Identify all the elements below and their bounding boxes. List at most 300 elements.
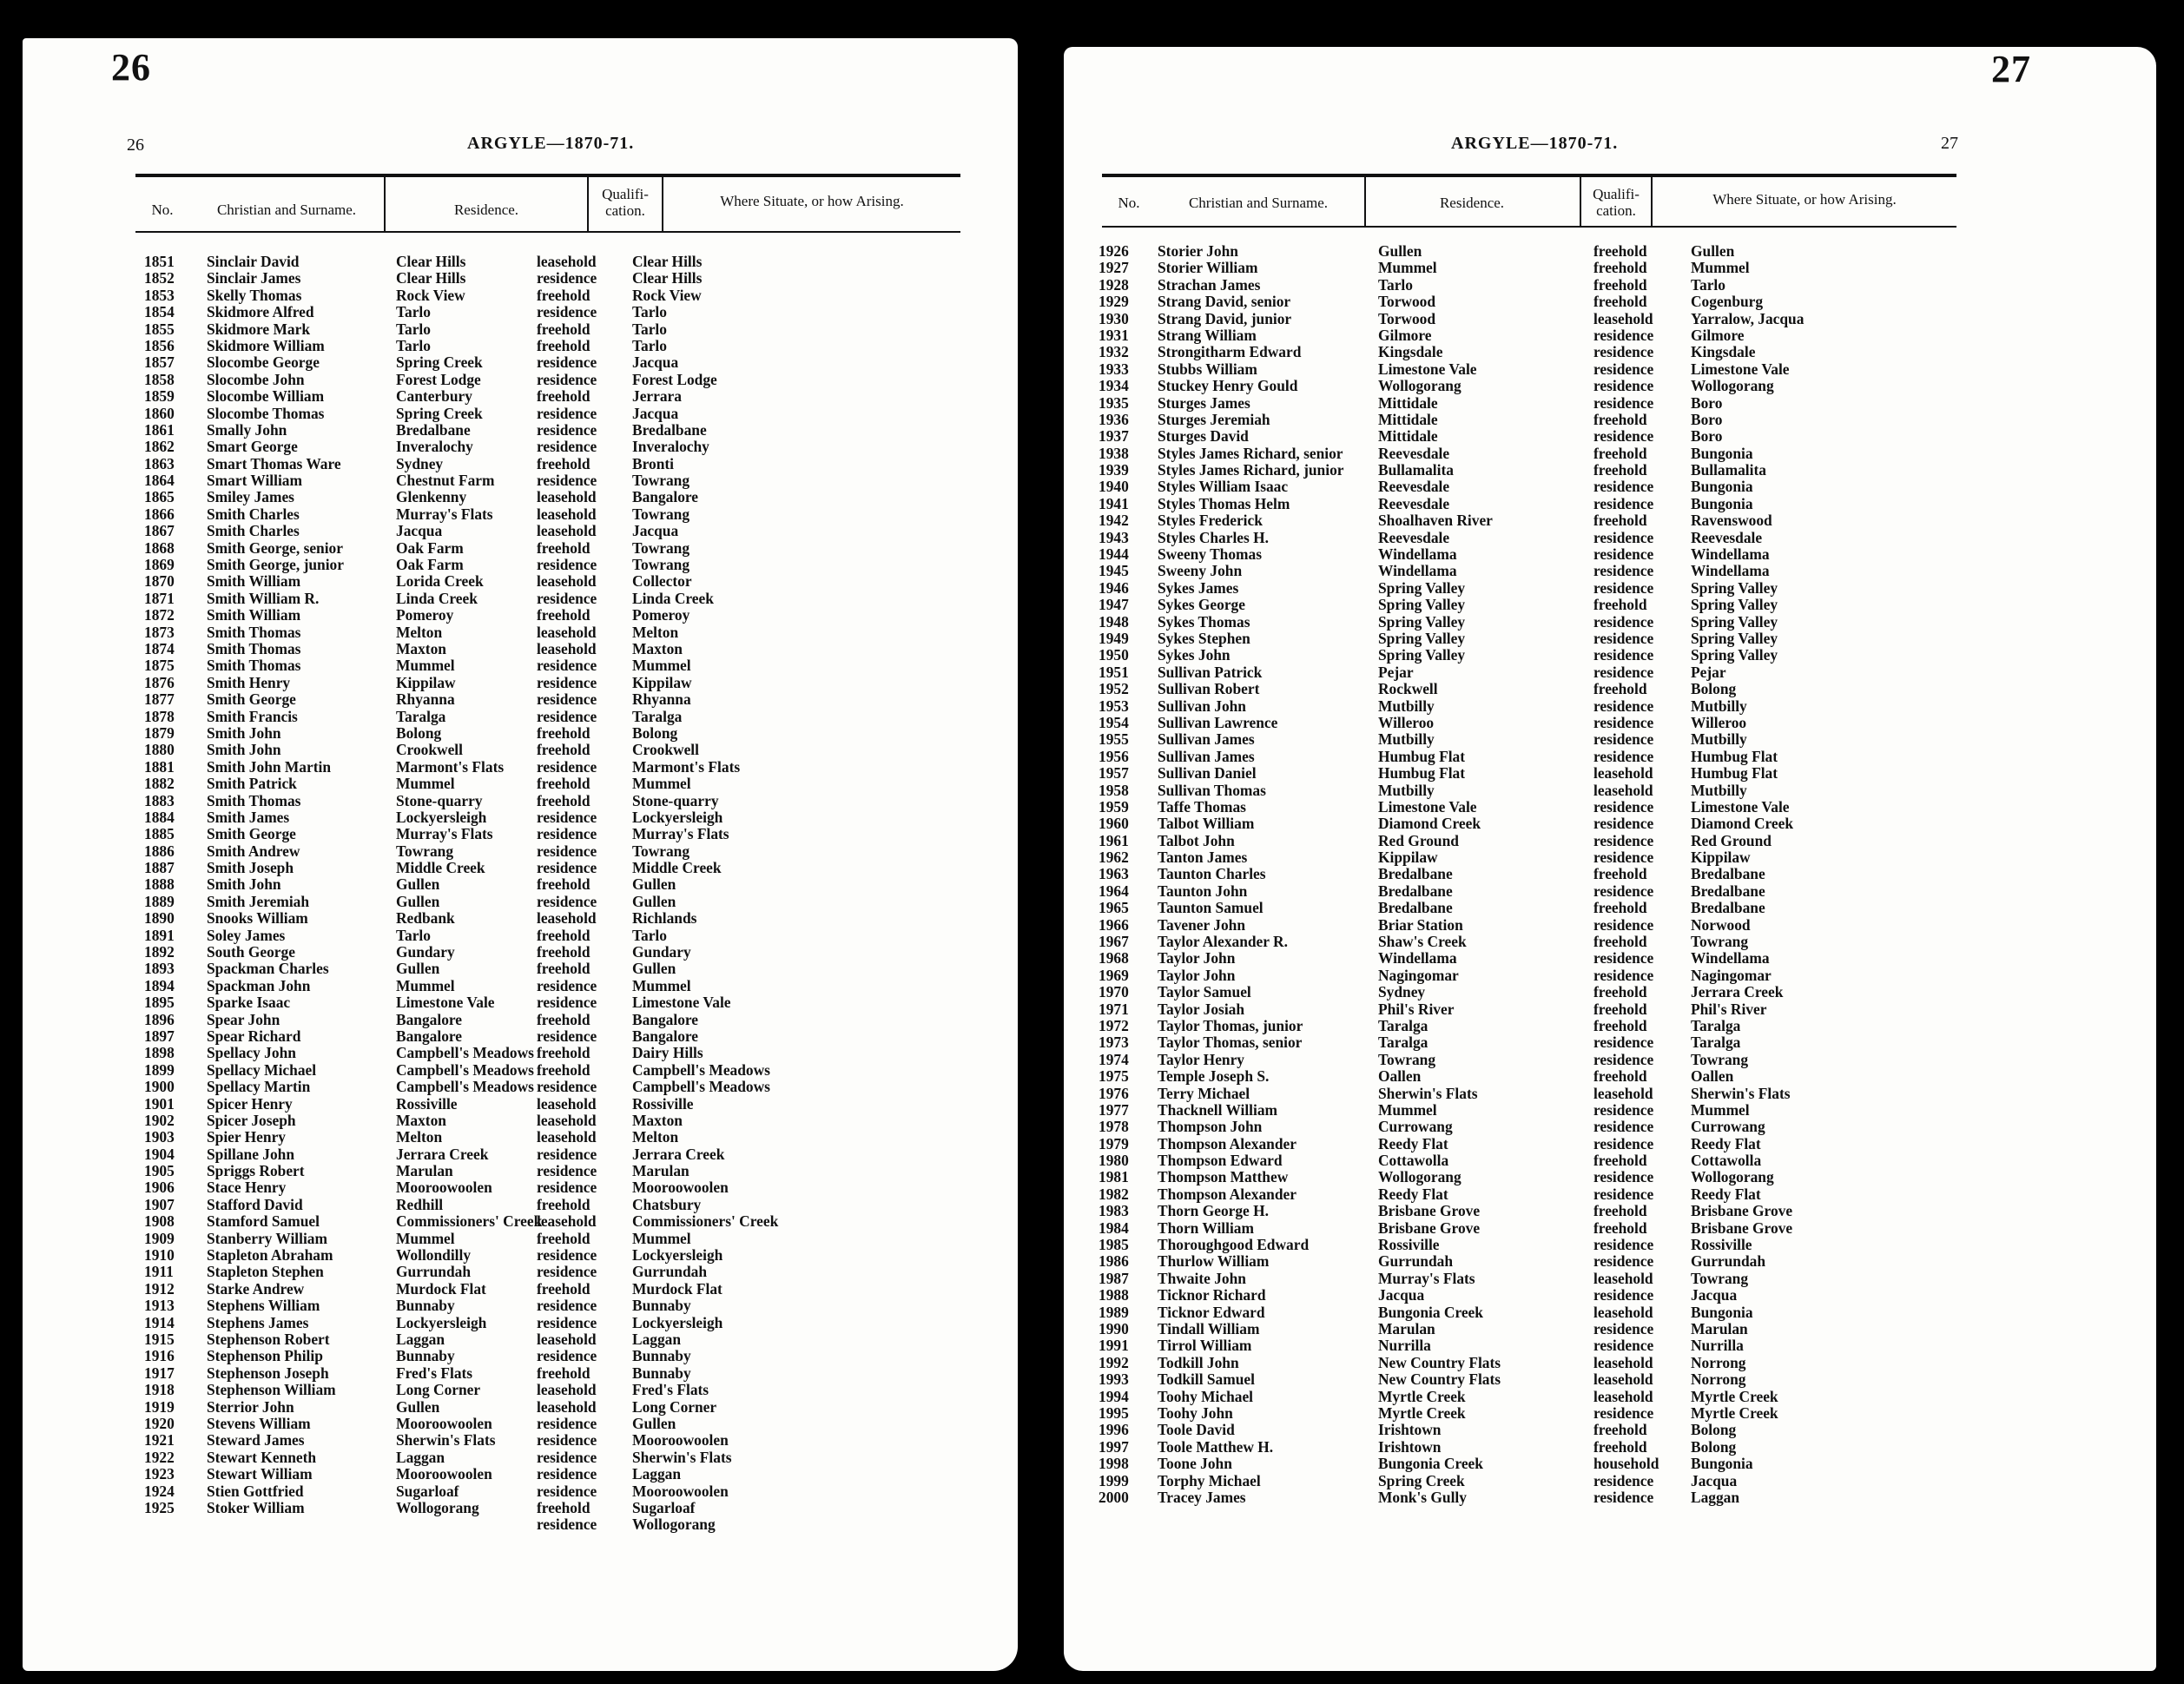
entry-name: Smith Charles <box>207 522 300 540</box>
entry-name: Spier Henry <box>207 1128 286 1146</box>
entry-name: Sterrior John <box>207 1397 294 1416</box>
entry-where-situate: Bungonia <box>1691 1455 1753 1473</box>
table-row <box>1099 1287 1967 1304</box>
entry-number: 1851 <box>144 253 175 270</box>
entry-name: Toohy Michael <box>1158 1387 1253 1405</box>
entry-where-situate: Mutbilly <box>1691 730 1747 749</box>
entry-qualification: leasehold <box>1593 764 1653 783</box>
entry-where-situate: Murdock Flat <box>632 1279 723 1298</box>
entry-name: Taunton Charles <box>1158 865 1266 883</box>
entry-qualification: freehold <box>537 875 591 894</box>
entry-name: Smith John <box>207 741 281 759</box>
entry-qualification: leasehold <box>537 1381 597 1399</box>
entry-number: 2000 <box>1099 1488 1129 1506</box>
entry-residence: Laggan <box>396 1448 445 1466</box>
entry-where-situate: Bolong <box>632 723 678 742</box>
entry-number: 1887 <box>144 859 175 877</box>
table-row <box>144 506 960 523</box>
entry-number: 1989 <box>1099 1303 1129 1321</box>
entry-number: 1919 <box>144 1397 175 1416</box>
entry-name: Thompson Matthew <box>1158 1168 1289 1186</box>
entry-where-situate: Spring Valley <box>1691 646 1778 664</box>
entry-residence: Mutbilly <box>1378 781 1435 799</box>
entry-where-situate: Fred's Flats <box>632 1381 709 1399</box>
entry-qualification: residence <box>537 404 597 422</box>
table-row <box>144 1113 960 1129</box>
entry-number: 1929 <box>1099 293 1129 311</box>
entry-where-situate: Windellama <box>1691 949 1770 967</box>
entry-name: Strang David, junior <box>1158 309 1292 327</box>
entry-number: 1867 <box>144 522 175 540</box>
entry-name: Styles Thomas Helm <box>1158 494 1290 512</box>
table-row <box>144 1281 960 1298</box>
entry-number: 1891 <box>144 926 175 944</box>
entry-name: Taylor Alexander R. <box>1158 933 1288 951</box>
table-row <box>144 540 960 557</box>
table-row <box>1099 327 1967 344</box>
entry-where-situate: Mummel <box>632 976 691 994</box>
entry-where-situate: Pejar <box>1691 663 1726 681</box>
entry-residence: Spring Creek <box>1378 1471 1465 1489</box>
entry-where-situate: Bangalore <box>632 1027 699 1045</box>
entry-where-situate: Reedy Flat <box>1691 1134 1761 1152</box>
table-row <box>1099 1203 1967 1219</box>
entry-number: 1959 <box>1099 797 1129 816</box>
entry-qualification: freehold <box>537 336 591 354</box>
entry-name: Smith William <box>207 572 301 591</box>
entry-residence: Forest Lodge <box>396 370 481 388</box>
entry-number: 1936 <box>1099 410 1129 428</box>
entry-name: Styles James Richard, junior <box>1158 461 1344 479</box>
table-row <box>1099 816 1967 832</box>
entry-qualification: residence <box>1593 1134 1654 1152</box>
table-row <box>1099 698 1967 715</box>
entry-number: 1954 <box>1099 713 1129 731</box>
entry-name: Smith Andrew <box>207 842 300 860</box>
entry-number: 1951 <box>1099 663 1129 681</box>
entry-number: 1970 <box>1099 983 1129 1001</box>
entry-qualification: freehold <box>1593 1016 1647 1034</box>
entry-where-situate: Gullen <box>632 960 676 978</box>
entry-residence: Commissioners' Creek <box>396 1212 543 1231</box>
table-row <box>144 338 960 354</box>
entry-qualification: residence <box>537 472 597 490</box>
entry-residence: Wollogorang <box>396 1498 479 1516</box>
table-row <box>144 657 960 674</box>
entry-qualification: residence <box>1593 797 1654 816</box>
entry-name: Stuckey Henry Gould <box>1158 377 1298 395</box>
entry-number: 1914 <box>144 1313 175 1331</box>
table-row <box>1099 512 1967 529</box>
table-row <box>1099 900 1967 916</box>
left-col-divider-1 <box>384 177 386 231</box>
entry-number: 1899 <box>144 1060 175 1079</box>
entry-number: 1877 <box>144 690 175 709</box>
table-row <box>144 809 960 826</box>
entry-name: Smart William <box>207 472 302 490</box>
entry-name: Skelly Thomas <box>207 286 302 304</box>
entry-where-situate: Kippilaw <box>1691 849 1751 867</box>
entry-name: Spellacy John <box>207 1044 296 1062</box>
table-row <box>144 1096 960 1113</box>
entry-residence: Bredalbane <box>396 420 471 439</box>
entry-name: Stephenson Philip <box>207 1347 323 1365</box>
entry-name: Todkill John <box>1158 1353 1239 1371</box>
entry-number: 1879 <box>144 723 175 742</box>
table-row <box>144 1483 960 1500</box>
entry-name: Sullivan Thomas <box>1158 781 1266 799</box>
entry-name: Thompson John <box>1158 1118 1263 1136</box>
entry-where-situate: Towrang <box>632 472 690 490</box>
entry-name: Smith George, junior <box>207 556 344 574</box>
entry-number: 1854 <box>144 303 175 321</box>
entry-where-situate: Maxton <box>632 1111 683 1129</box>
entry-qualification: freehold <box>537 454 591 472</box>
entry-name: Sykes James <box>1158 578 1239 597</box>
entry-where-situate: Marmont's Flats <box>632 757 741 776</box>
table-row <box>144 1416 960 1432</box>
table-row <box>144 287 960 304</box>
entry-residence: New Country Flats <box>1378 1370 1501 1389</box>
entry-qualification: residence <box>537 657 597 675</box>
entry-residence: Bredalbane <box>1378 899 1453 917</box>
entry-where-situate: Myrtle Creek <box>1691 1403 1778 1422</box>
entry-name: Stevens William <box>207 1414 311 1432</box>
entry-name: Ticknor Edward <box>1158 1303 1265 1321</box>
table-row <box>144 978 960 994</box>
entry-residence: Taralga <box>396 707 446 725</box>
table-row <box>144 557 960 573</box>
entry-qualification: residence <box>537 1465 597 1483</box>
entry-name: Stephenson Robert <box>207 1331 330 1348</box>
entry-qualification: leasehold <box>537 1212 597 1231</box>
table-row <box>1099 1422 1967 1438</box>
table-row <box>144 1382 960 1398</box>
entry-residence: Gullen <box>396 892 440 910</box>
entry-residence: Lockyersleigh <box>396 1313 487 1331</box>
entry-name: Stephens James <box>207 1313 309 1331</box>
entry-number: 1888 <box>144 875 175 894</box>
entry-residence: Spring Creek <box>396 353 483 372</box>
entry-residence: Mooroowoolen <box>396 1414 492 1432</box>
right-page <box>1064 47 2156 1671</box>
entry-name: Stamford Samuel <box>207 1212 320 1231</box>
entry-where-situate: Mummel <box>632 775 691 793</box>
entry-where-situate: Marulan <box>1691 1320 1748 1337</box>
entry-qualification: residence <box>1593 1403 1654 1422</box>
entry-where-situate: Bungonia <box>1691 478 1753 496</box>
entry-where-situate: Towrang <box>1691 1269 1749 1287</box>
entry-name: Stanberry William <box>207 1229 327 1247</box>
entry-where-situate: Cottawolla <box>1691 1152 1762 1170</box>
entry-residence: Sydney <box>396 454 444 472</box>
entry-qualification: residence <box>537 556 597 574</box>
entry-residence: Tarlo <box>396 336 431 354</box>
table-row <box>1099 260 1967 276</box>
entry-qualification: residence <box>1593 730 1654 749</box>
right-col-head-name: Christian and Surname. <box>1188 195 1329 211</box>
entry-number: 1953 <box>1099 697 1129 715</box>
entry-number: 1912 <box>144 1279 175 1298</box>
entry-residence: Spring Valley <box>1378 596 1466 614</box>
entry-name: Sykes Stephen <box>1158 629 1250 647</box>
entry-residence: Shaw's Creek <box>1378 933 1467 951</box>
entry-number: 1927 <box>1099 259 1129 277</box>
table-row <box>1099 580 1967 597</box>
entry-number: 1903 <box>144 1128 175 1146</box>
entry-qualification: freehold <box>537 943 591 961</box>
entry-qualification: residence <box>1593 1337 1654 1355</box>
entry-where-situate: Mooroowoolen <box>632 1179 729 1197</box>
entry-name: Sullivan Patrick <box>1158 663 1263 681</box>
entry-name: Taffe Thomas <box>1158 797 1246 816</box>
table-row <box>1099 1220 1967 1237</box>
entry-qualification: freehold <box>1593 444 1647 462</box>
entry-residence: Gullen <box>1378 242 1422 260</box>
entry-where-situate: Campbell's Meadows <box>632 1078 770 1096</box>
entry-name: Spear John <box>207 1010 280 1028</box>
entry-number: 1885 <box>144 825 175 843</box>
entry-residence: Reedy Flat <box>1378 1134 1448 1152</box>
table-row <box>1099 1237 1967 1253</box>
table-row <box>1099 849 1967 866</box>
entry-number: 1869 <box>144 556 175 574</box>
entry-name: Thwaite John <box>1158 1269 1246 1287</box>
table-row <box>144 910 960 927</box>
entry-residence: Willeroo <box>1378 713 1435 731</box>
entry-where-situate: Bunnaby <box>632 1364 691 1382</box>
entry-qualification: residence <box>1593 1034 1654 1052</box>
table-row <box>144 860 960 876</box>
entry-number: 1892 <box>144 943 175 961</box>
entry-number: 1883 <box>144 791 175 809</box>
table-row <box>144 489 960 505</box>
entry-where-situate: Towrang <box>632 842 690 860</box>
entry-name: Spackman Charles <box>207 960 329 978</box>
right-col-divider-1 <box>1364 177 1366 226</box>
table-row <box>144 691 960 708</box>
entry-residence: Windellama <box>1378 562 1457 580</box>
table-row <box>144 1432 960 1449</box>
entry-qualification: freehold <box>1593 461 1647 479</box>
entry-qualification: freehold <box>537 1010 591 1028</box>
table-row <box>144 1231 960 1247</box>
entry-qualification: freehold <box>1593 1000 1647 1018</box>
entry-qualification: freehold <box>1593 1067 1647 1086</box>
entry-name: Tracey James <box>1158 1488 1246 1506</box>
entry-qualification: residence <box>1593 377 1654 395</box>
entry-where-situate: Jacqua <box>632 404 679 422</box>
table-row <box>1099 783 1967 799</box>
entry-number: 1860 <box>144 404 175 422</box>
entry-name: Slocombe John <box>207 370 305 388</box>
table-row <box>144 1399 960 1416</box>
table-row <box>1099 647 1967 664</box>
entry-number: 1992 <box>1099 1353 1129 1371</box>
entry-number: 1865 <box>144 488 175 506</box>
entry-residence: Rockwell <box>1378 680 1438 698</box>
entry-qualification: freehold <box>537 1060 591 1079</box>
entry-number: 1871 <box>144 589 175 607</box>
entry-name: Smith Thomas <box>207 639 301 657</box>
entry-number: 1863 <box>144 454 175 472</box>
table-row <box>1099 563 1967 579</box>
entry-residence: Gundary <box>396 943 455 961</box>
entry-name: Styles Frederick <box>1158 512 1263 530</box>
entry-where-situate: Sherwin's Flats <box>632 1448 732 1466</box>
entry-residence: Myrtle Creek <box>1378 1403 1466 1422</box>
entry-residence: Maxton <box>396 1111 446 1129</box>
entry-name: Steward James <box>207 1431 305 1450</box>
entry-where-situate: Crookwell <box>632 741 699 759</box>
entry-residence: Tarlo <box>396 926 431 944</box>
entry-residence: Nurrilla <box>1378 1337 1431 1355</box>
entry-residence: Mummel <box>396 976 455 994</box>
entry-name: Taylor Henry <box>1158 1050 1245 1068</box>
entry-qualification: residence <box>537 420 597 439</box>
table-row <box>1099 1086 1967 1102</box>
entry-number: 1958 <box>1099 781 1129 799</box>
entry-where-situate: Gurrundah <box>1691 1252 1766 1271</box>
entry-residence: Tarlo <box>1378 275 1413 294</box>
entry-name: Soley James <box>207 926 286 944</box>
entry-where-situate: Kippilaw <box>632 673 692 691</box>
entry-qualification: leasehold <box>537 488 597 506</box>
table-row <box>144 354 960 371</box>
entry-where-situate: Boro <box>1691 410 1723 428</box>
table-row <box>1099 1052 1967 1068</box>
entry-residence: Melton <box>396 1128 443 1146</box>
entry-number: 1855 <box>144 320 175 338</box>
entry-number: 1932 <box>1099 343 1129 361</box>
entry-name: Thoroughgood Edward <box>1158 1236 1310 1254</box>
entry-number: 1942 <box>1099 512 1129 530</box>
entry-number: 1969 <box>1099 966 1129 984</box>
entry-where-situate: Middle Creek <box>632 859 722 877</box>
entry-number: 1947 <box>1099 596 1129 614</box>
entry-where-situate: Bredalbane <box>632 420 707 439</box>
entry-where-situate: Jacqua <box>1691 1286 1738 1304</box>
table-row <box>144 439 960 455</box>
entry-name: Styles William Isaac <box>1158 478 1289 496</box>
entry-where-situate: Gullen <box>632 892 676 910</box>
entry-number: 1983 <box>1099 1202 1129 1220</box>
entry-number: 1880 <box>144 741 175 759</box>
entry-name: Starke Andrew <box>207 1279 305 1298</box>
table-row <box>144 1213 960 1230</box>
entry-name: Taylor John <box>1158 949 1236 967</box>
entry-number: 1913 <box>144 1297 175 1315</box>
entry-where-situate: Rhyanna <box>632 690 691 709</box>
entry-residence: Campbell's Meadows <box>396 1078 534 1096</box>
entry-residence: Inveralochy <box>396 438 473 456</box>
entry-where-situate: Melton <box>632 623 679 641</box>
entry-name: Sweeny Thomas <box>1158 545 1262 564</box>
table-row <box>1099 378 1967 394</box>
table-row <box>1099 1001 1967 1018</box>
entry-residence: Taralga <box>1378 1034 1429 1052</box>
entry-qualification: freehold <box>1593 293 1647 311</box>
entry-residence: Mooroowoolen <box>396 1179 492 1197</box>
table-row <box>144 1315 960 1331</box>
entry-number: 1866 <box>144 505 175 523</box>
entry-name: Smart Thomas Ware <box>207 454 341 472</box>
entry-where-situate: Jacqua <box>1691 1471 1738 1489</box>
entry-residence: Spring Creek <box>396 404 483 422</box>
entry-residence: Irishtown <box>1378 1437 1442 1456</box>
entry-residence: Rossiville <box>1378 1236 1440 1254</box>
entry-qualification: residence <box>1593 1100 1654 1119</box>
entry-qualification: freehold <box>1593 680 1647 698</box>
entry-name: Strang David, senior <box>1158 293 1291 311</box>
table-row <box>1099 631 1967 647</box>
entry-where-situate: Nagingomar <box>1691 966 1772 984</box>
entry-residence: Gullen <box>396 960 440 978</box>
entry-qualification: leasehold <box>537 1397 597 1416</box>
entry-where-situate: Sherwin's Flats <box>1691 1084 1791 1102</box>
entry-name: Smith Thomas <box>207 623 301 641</box>
entry-name: Sweeny John <box>1158 562 1243 580</box>
entry-qualification: leasehold <box>537 909 597 928</box>
entry-name: Tanton James <box>1158 849 1248 867</box>
table-row <box>144 1129 960 1146</box>
entry-number: 1941 <box>1099 494 1129 512</box>
entry-qualification: freehold <box>1593 596 1647 614</box>
entry-name: Torphy Michael <box>1158 1471 1261 1489</box>
entry-residence: Humbug Flat <box>1378 747 1466 765</box>
entry-number: 1960 <box>1099 815 1129 833</box>
left-col-head-qualification: Qualifi-cation. <box>602 186 649 219</box>
entry-number: 1966 <box>1099 915 1129 934</box>
entry-residence: Taralga <box>1378 1016 1429 1034</box>
entry-qualification: leasehold <box>537 505 597 523</box>
entry-where-situate: Mooroowoolen <box>632 1482 729 1500</box>
entry-qualification: residence <box>537 269 597 287</box>
entry-qualification: residence <box>1593 1118 1654 1136</box>
entry-number: 1937 <box>1099 427 1129 446</box>
entry-qualification: freehold <box>1593 1421 1647 1439</box>
entry-name: Smith Joseph <box>207 859 294 877</box>
entry-where-situate: Towrang <box>632 556 690 574</box>
entry-name: South George <box>207 943 295 961</box>
entry-name: Smith George <box>207 690 296 709</box>
entry-number: 1868 <box>144 538 175 557</box>
entry-name: Sullivan John <box>1158 697 1246 715</box>
table-row <box>144 607 960 624</box>
entry-name: Toohy John <box>1158 1403 1233 1422</box>
entry-number: 1930 <box>1099 309 1129 327</box>
entry-where-situate: Limestone Vale <box>1691 797 1790 816</box>
entry-residence: Windellama <box>1378 545 1457 564</box>
left-col-head-residence: Residence. <box>453 201 519 218</box>
entry-residence: Jerrara Creek <box>396 1145 489 1163</box>
entry-where-situate: Reedy Flat <box>1691 1185 1761 1203</box>
entry-where-situate: Dairy Hills <box>632 1044 703 1062</box>
entry-number: 1897 <box>144 1027 175 1045</box>
entry-where-situate: Jerrara Creek <box>632 1145 725 1163</box>
entry-name: Styles James Richard, senior <box>1158 444 1343 462</box>
table-row <box>1099 311 1967 327</box>
entry-number: 1896 <box>144 1010 175 1028</box>
entry-name: Sullivan Daniel <box>1158 764 1257 783</box>
entry-where-situate: Stone-quarry <box>632 791 719 809</box>
table-row <box>1099 731 1967 748</box>
entry-residence: Gurrundah <box>1378 1252 1454 1271</box>
entry-number: 1900 <box>144 1078 175 1096</box>
entry-residence: Laggan <box>396 1331 445 1348</box>
entry-number: 1909 <box>144 1229 175 1247</box>
entry-residence: Glenkenny <box>396 488 467 506</box>
